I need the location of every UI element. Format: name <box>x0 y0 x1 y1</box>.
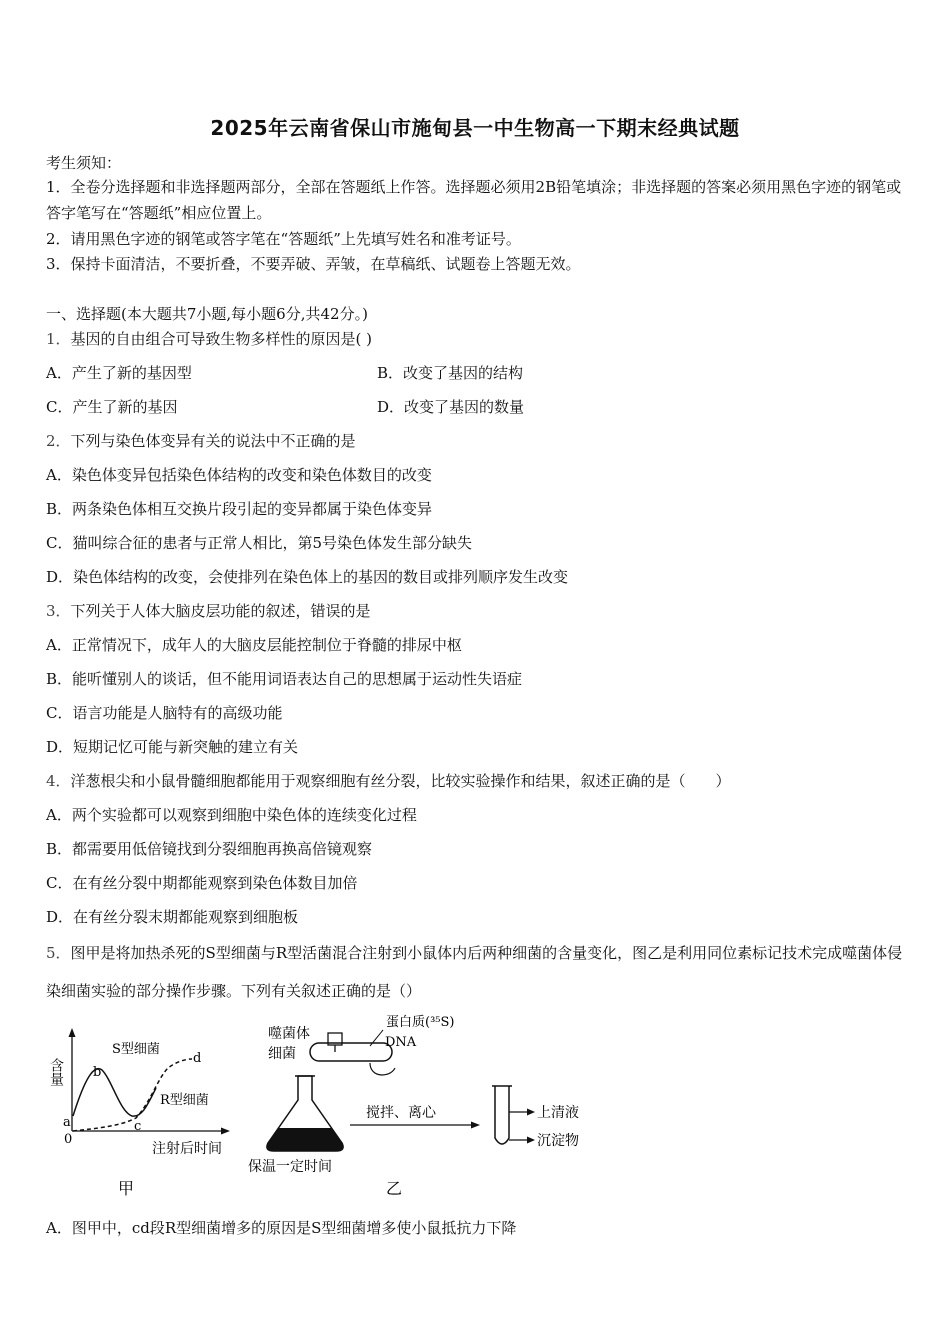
q1-option-a: A．产生了新的基因型 <box>46 364 192 382</box>
step-label: 搅拌、离心 <box>366 1105 436 1121</box>
bacteria-label: 细菌 <box>268 1046 296 1062</box>
s-curve-label: S型细菌 <box>112 1042 160 1057</box>
supernatant-label: 上清液 <box>537 1105 579 1121</box>
question-1 <box>46 328 372 349</box>
question-number: 3． <box>46 602 71 620</box>
question-2 <box>46 430 356 451</box>
flask-liquid <box>267 1128 343 1151</box>
q5-option-a: A．图甲中，cd段R型细菌增多的原因是S型细菌增多使小鼠抵抗力下降 <box>46 1219 517 1237</box>
page-title: 2025年云南省保山市施甸县一中生物高一下期末经典试题 <box>210 116 740 140</box>
r-curve-label: R型细菌 <box>160 1093 209 1108</box>
q3-option-d: D．短期记忆可能与新突触的建立有关 <box>46 738 299 756</box>
question-number: 4． <box>46 772 71 790</box>
diagram-yi <box>248 1015 579 1198</box>
x-axis-arrow <box>221 1128 230 1135</box>
question-stem: 图甲是将加热杀死的S型细菌与R型活菌混合注射到小鼠体内后两种细菌的含量变化，图乙是利用同位素标记技术完成噬菌体侵染细菌实验的部分操作步骤。下列有关叙述正确的是（） <box>46 944 903 1000</box>
x-axis-label: 注射后时间 <box>152 1141 222 1157</box>
origin-label: 0 <box>64 1132 73 1147</box>
point-d-label: d <box>193 1051 202 1066</box>
q1-option-d: D．改变了基因的数量 <box>377 398 525 416</box>
q2-option-a: A．染色体变异包括染色体结构的改变和染色体数目的改变 <box>46 466 432 484</box>
q4-option-b: B．都需要用低倍镜找到分裂细胞再换高倍镜观察 <box>46 840 373 858</box>
q1-option-b: B．改变了基因的结构 <box>377 364 524 382</box>
notice-item-1: 1．全卷分选择题和非选择题两部分，全部在答题纸上作答。选择题必须用2B铅笔填涂；非选择题的答案必须用黑色字迹的钢笔或答字笔写在“答题纸”相应位置上。 <box>46 178 902 222</box>
figure-jia-yi <box>40 1008 640 1203</box>
notice-heading: 考生须知： <box>46 154 122 172</box>
point-a-label: a <box>63 1115 71 1130</box>
test-tube-icon <box>495 1086 509 1144</box>
notice-item-3: 3．保持卡面清洁，不要折叠，不要弄破、弄皱，在草稿纸、试题卷上答题无效。 <box>46 255 581 273</box>
y-axis-arrow <box>69 1028 76 1037</box>
q2-option-b: B．两条染色体相互交换片段引起的变异都属于染色体变异 <box>46 500 433 518</box>
graph-jia <box>48 1028 230 1198</box>
sediment-label: 沉淀物 <box>537 1133 579 1149</box>
question-5 <box>46 934 906 1010</box>
notice-item-2: 2．请用黑色字迹的钢笔或答字笔在“答题纸”上先填写姓名和准考证号。 <box>46 230 521 248</box>
dna-strand <box>370 1063 395 1075</box>
q4-option-c: C．在有丝分裂中期都能观察到染色体数目加倍 <box>46 874 358 892</box>
question-number: 5． <box>46 944 71 962</box>
point-c-label: c <box>134 1119 142 1134</box>
question-3 <box>46 600 371 621</box>
question-stem: 下列与染色体变异有关的说法中不正确的是 <box>70 432 356 450</box>
question-stem: 下列关于人体大脑皮层功能的叙述，错误的是 <box>70 602 371 620</box>
q4-option-a: A．两个实验都可以观察到细胞中染色体的连续变化过程 <box>46 806 417 824</box>
question-stem: 洋葱根尖和小鼠骨髓细胞都能用于观察细胞有丝分裂，比较实验操作和结果，叙述正确的是（ ） <box>70 772 731 790</box>
r-type-curve <box>73 1069 156 1117</box>
q3-option-c: C．语言功能是人脑特有的高级功能 <box>46 704 283 722</box>
y-axis-label: 含量 <box>48 1058 64 1086</box>
q2-option-d: D．染色体结构的改变，会使排列在染色体上的基因的数目或排列顺序发生改变 <box>46 568 569 586</box>
q4-option-d: D．在有丝分裂末期都能观察到细胞板 <box>46 908 299 926</box>
question-stem: 基因的自由组合可导致生物多样性的原因是( ) <box>70 330 373 348</box>
q3-option-b: B．能听懂别人的谈话，但不能用词语表达自己的思想属于运动性失语症 <box>46 670 523 688</box>
bacterium-cell <box>310 1043 392 1061</box>
caption-jia: 甲 <box>118 1179 135 1198</box>
section-heading: 一、选择题(本大题共7小题,每小题6分,共42分。) <box>46 305 368 323</box>
point-b-label: b <box>93 1065 102 1080</box>
caption-yi: 乙 <box>386 1179 403 1198</box>
question-4 <box>46 770 731 791</box>
phage-label: 噬菌体 <box>268 1026 310 1042</box>
q3-option-a: A．正常情况下，成年人的大脑皮层能控制位于脊髓的排尿中枢 <box>46 636 462 654</box>
dna-label: DNA <box>385 1035 417 1050</box>
q1-option-c: C．产生了新的基因 <box>46 398 178 416</box>
q2-option-c: C．猫叫综合征的患者与正常人相比，第5号染色体发生部分缺失 <box>46 534 473 552</box>
incubate-label: 保温一定时间 <box>248 1159 332 1175</box>
protein-label: 蛋白质(³⁵S) <box>386 1015 455 1030</box>
question-number: 2． <box>46 432 71 450</box>
question-number: 1． <box>46 330 71 348</box>
